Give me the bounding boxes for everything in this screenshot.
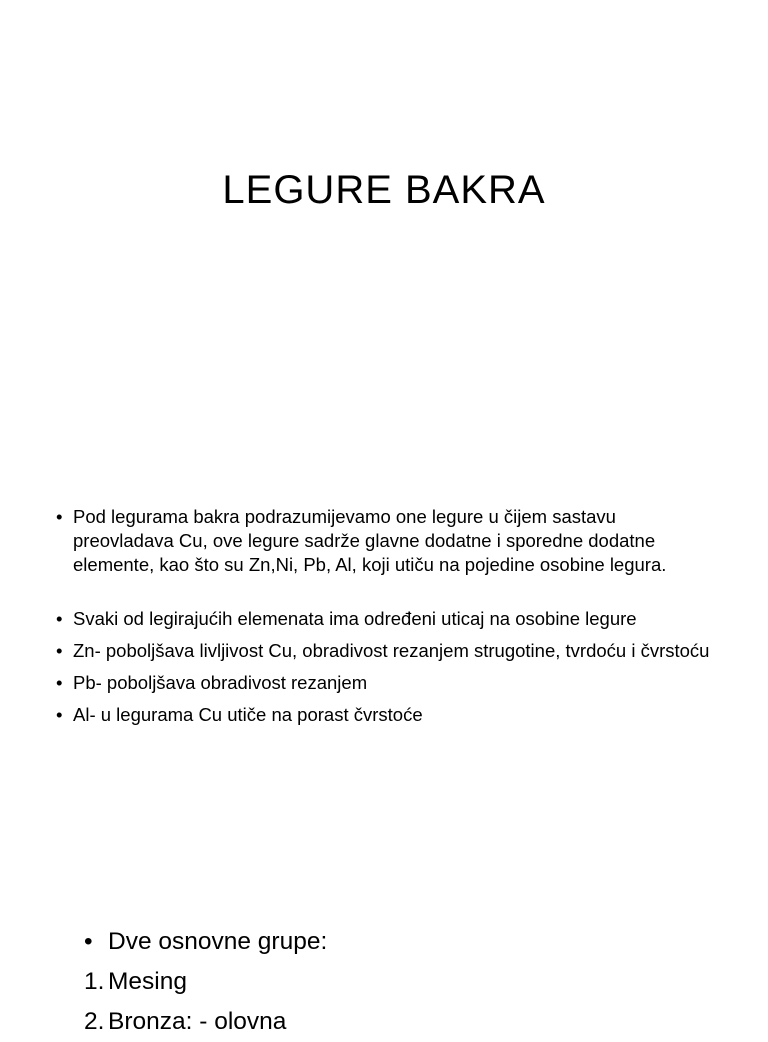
bullet-dot-icon: • bbox=[56, 672, 63, 693]
bullet-list bbox=[56, 505, 716, 735]
groups-heading-text: Dve osnovne grupe: bbox=[108, 928, 328, 955]
group-item-text: Mesing bbox=[108, 968, 187, 995]
group-item bbox=[84, 962, 327, 1002]
bullet-item bbox=[56, 607, 716, 631]
bullet-text: Zn- poboljšava livljivost Cu, obradivost rezanjem strugotine, tvrdoću i čvrstoću bbox=[73, 640, 710, 661]
bullet-item bbox=[56, 703, 716, 727]
bullet-text: Pb- poboljšava obradivost rezanjem bbox=[73, 672, 368, 693]
groups-heading bbox=[84, 922, 327, 962]
groups-list bbox=[84, 922, 327, 1042]
bullet-dot-icon: • bbox=[84, 928, 93, 955]
bullet-text: Pod legurama bakra podrazumijevamo one legure u čijem sastavu preovladava Cu, ove legure sadrže glavne dodatne i sporedne dodatne elemente, kao što su Zn,Ni, Pb, Al, koji utiču na pojedine osobine legura. bbox=[73, 506, 667, 575]
bullet-item bbox=[56, 671, 716, 695]
group-item bbox=[84, 1002, 327, 1042]
bullet-item bbox=[56, 505, 716, 577]
bullet-dot-icon: • bbox=[56, 506, 63, 527]
bullet-item bbox=[56, 639, 716, 663]
bullet-dot-icon: • bbox=[56, 608, 63, 629]
group-item-text: Bronza: - olovna bbox=[108, 1008, 287, 1035]
group-number: 2. bbox=[84, 1008, 105, 1035]
slide-title: LEGURE BAKRA bbox=[222, 168, 546, 212]
group-number: 1. bbox=[84, 968, 105, 995]
bullet-text: Al- u legurama Cu utiče na porast čvrstoće bbox=[73, 704, 423, 725]
bullet-dot-icon: • bbox=[56, 704, 63, 725]
bullet-dot-icon: • bbox=[56, 640, 63, 661]
bullet-text: Svaki od legirajućih elemenata ima određeni uticaj na osobine legure bbox=[73, 608, 637, 629]
